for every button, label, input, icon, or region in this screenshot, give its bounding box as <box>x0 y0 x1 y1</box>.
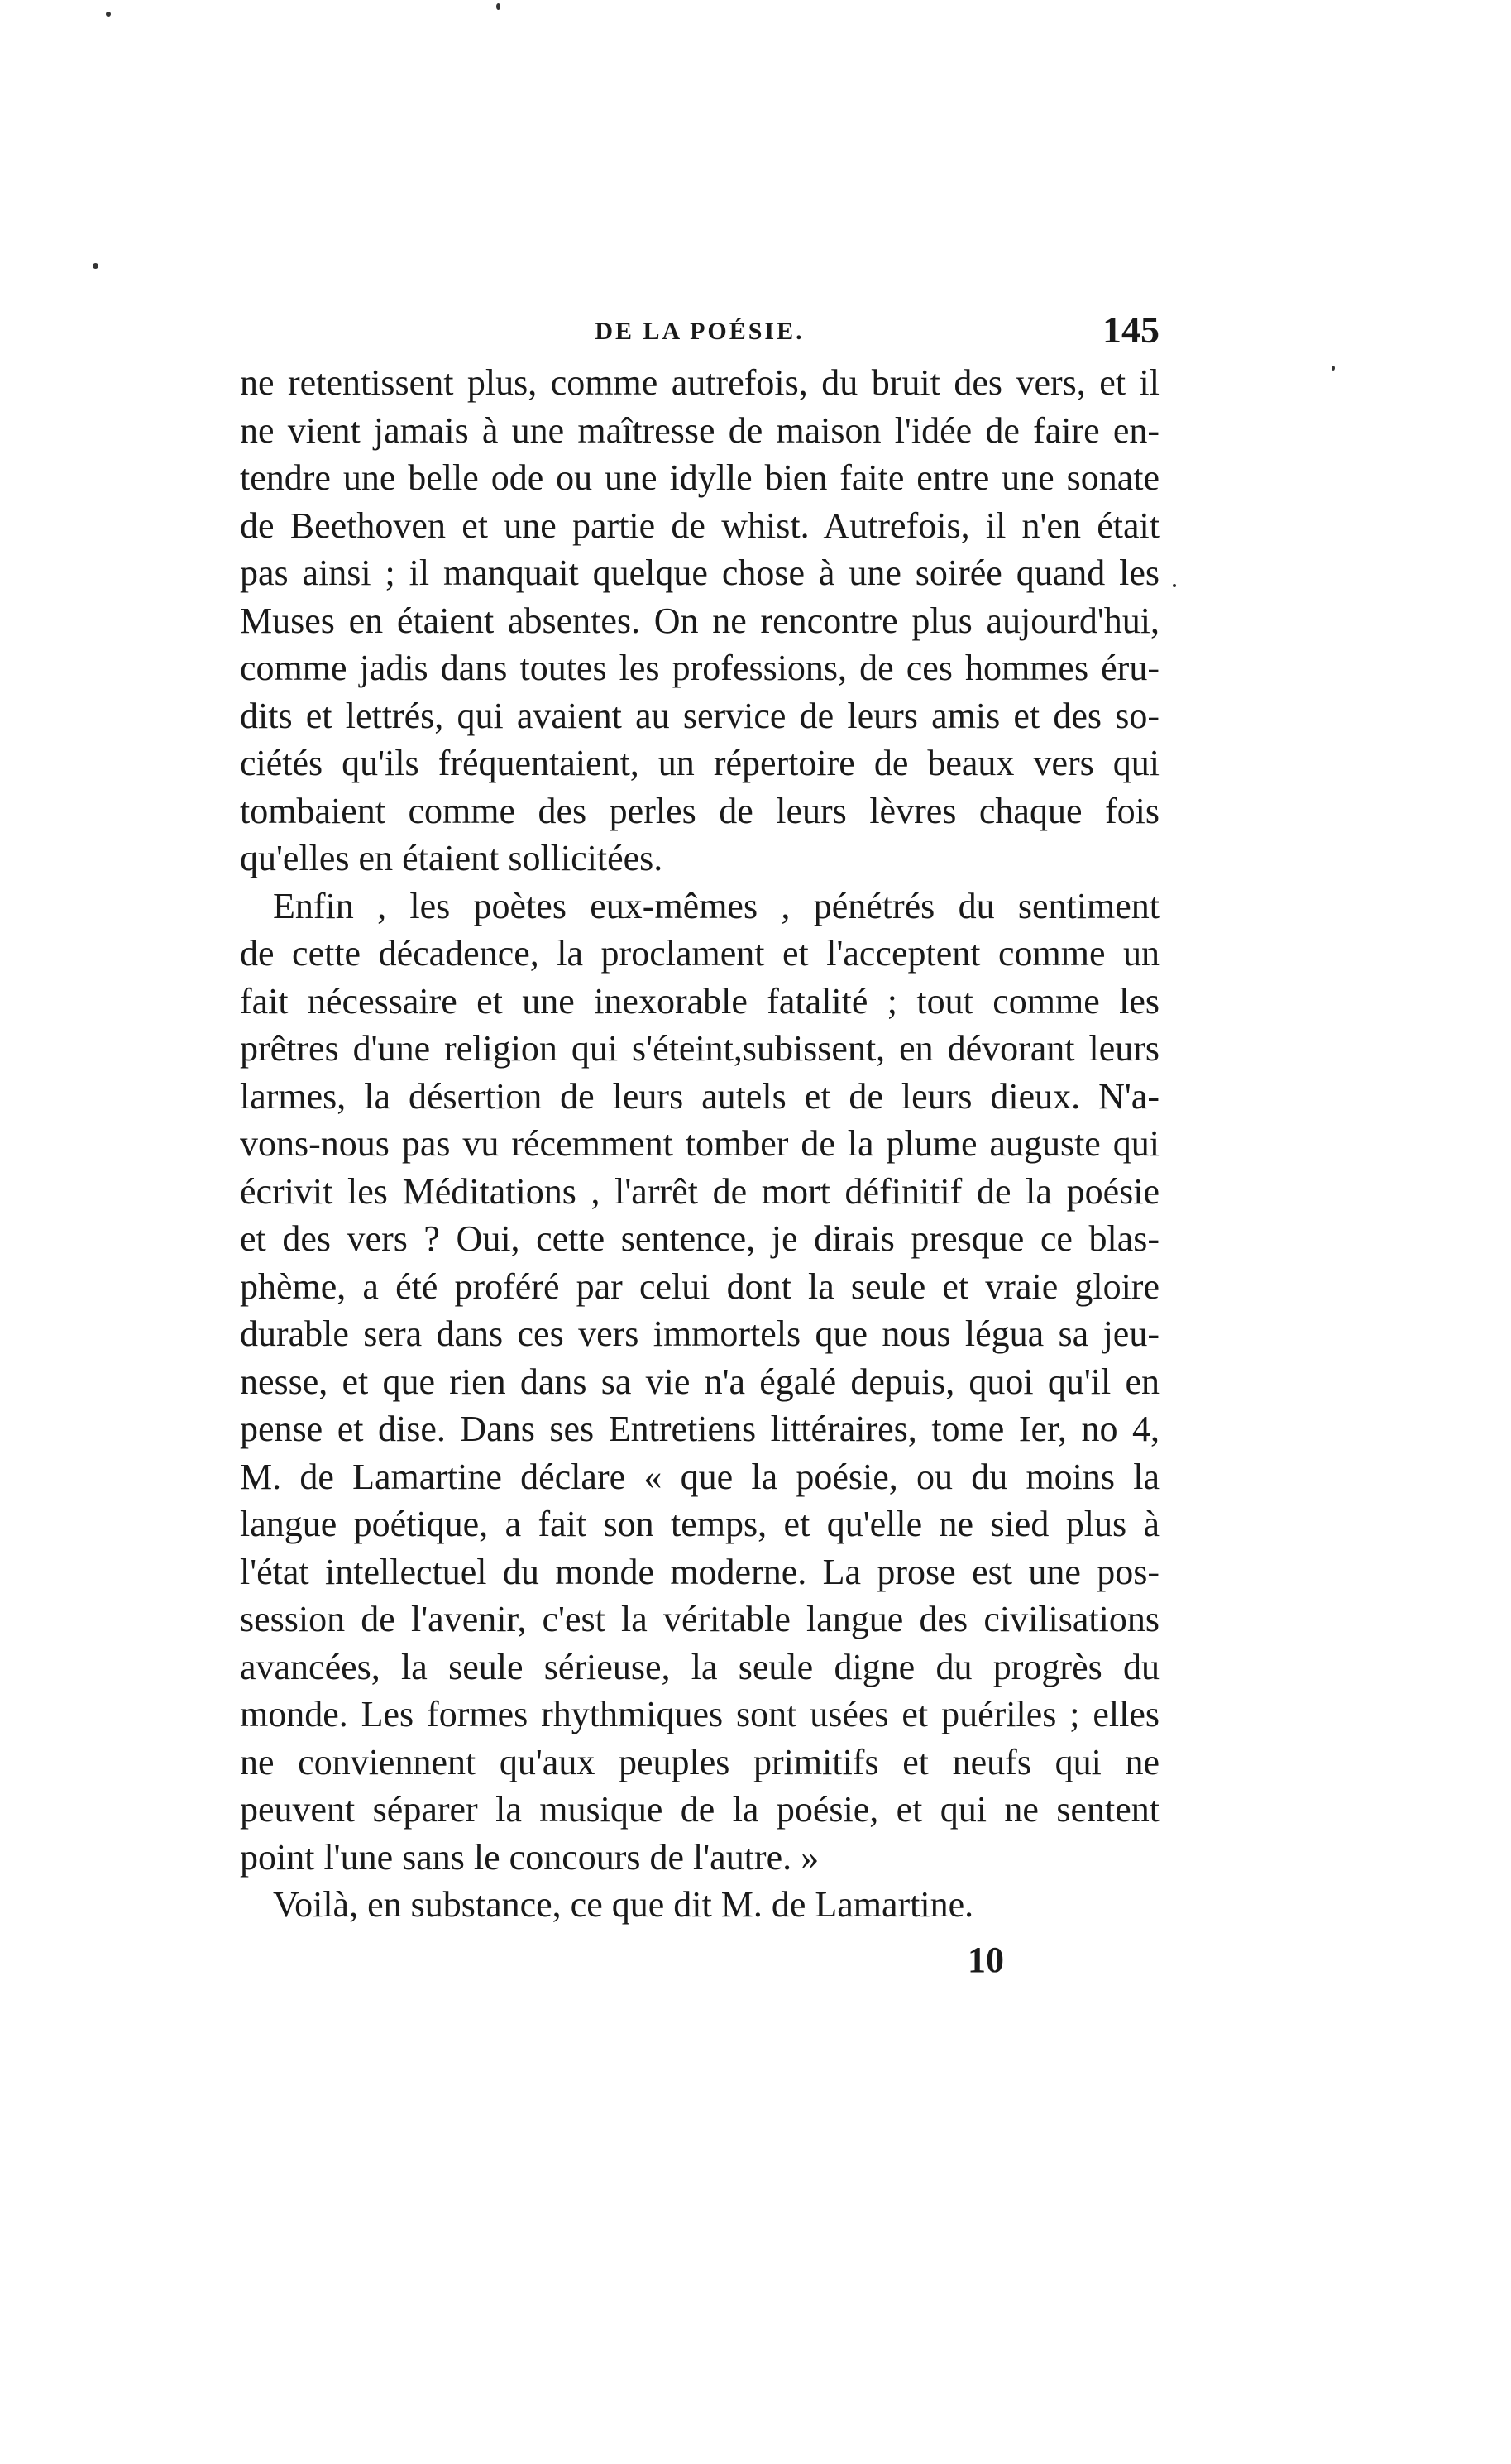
text-line: session de l'avenir, c'est la véritable langue des civilisations <box>240 1599 1160 1639</box>
body-text <box>240 359 1160 1929</box>
text-line: comme jadis dans toutes les professions, de ces hommes éru- <box>240 648 1160 688</box>
text-line: fait nécessaire et une inexorable fatalité ; tout comme les <box>240 980 1160 1021</box>
scan-speck <box>1173 584 1176 587</box>
text-line: larmes, la désertion de leurs autels et de leurs dieux. N'a- <box>240 1075 1160 1117</box>
text-line: et des vers ? Oui, cette sentence, je dirais presque ce blas- <box>240 1218 1160 1259</box>
text-line: ciétés qu'ils fréquentaient, un répertoire de beaux vers qui <box>240 743 1160 783</box>
scan-speck <box>93 263 98 269</box>
scan-speck <box>496 3 500 10</box>
text-line: de Beethoven et une partie de whist. Autrefois, il n'en était <box>240 505 1160 546</box>
text-line: ne conviennent qu'aux peuples primitifs et neufs qui ne <box>240 1741 1160 1782</box>
text-line: écrivit les Méditations , l'arrêt de mort définitif de la poésie <box>240 1170 1160 1212</box>
text-line: phème, a été proféré par celui dont la seule et vraie gloire <box>240 1265 1160 1307</box>
text-line: tombaient comme des perles de leurs lèvres chaque fois <box>240 790 1160 831</box>
scan-speck <box>1332 366 1335 371</box>
text-line: pense et dise. Dans ses Entretiens littéraires, tome Ier, no 4, <box>240 1409 1160 1449</box>
page-number: 145 <box>1102 309 1160 351</box>
text-line: qu'elles en étaient sollicitées. <box>240 838 663 878</box>
text-line: ne retentissent plus, comme autrefois, du bruit des vers, et il <box>240 362 1160 403</box>
text-line: de cette décadence, la proclament et l'acceptent comme un <box>240 933 1160 974</box>
text-line: Muses en étaient absentes. On ne rencontre plus aujourd'hui, <box>240 600 1160 641</box>
running-head <box>240 308 1160 357</box>
signature-mark: 10 <box>968 1940 1004 1980</box>
text-line: dits et lettrés, qui avaient au service de leurs amis et des so- <box>240 695 1160 736</box>
text-line: peuvent séparer la musique de la poésie, et qui ne sentent <box>240 1789 1160 1830</box>
text-line: Voilà, en substance, ce que dit M. de Lamartine. <box>273 1884 974 1925</box>
text-line: prêtres d'une religion qui s'éteint,subissent, en dévorant leurs <box>240 1028 1160 1069</box>
text-line: point l'une sans le concours de l'autre. » <box>240 1836 820 1878</box>
text-line: Enfin , les poètes eux-mêmes , pénétrés du sentiment <box>273 885 1160 926</box>
text-line: monde. Les formes rhythmiques sont usées et puériles ; elles <box>240 1694 1160 1734</box>
running-title: DE LA POÉSIE. <box>595 318 805 345</box>
text-line: l'état intellectuel du monde moderne. La prose est une pos- <box>240 1551 1160 1592</box>
text-line: vons-nous pas vu récemment tomber de la plume auguste qui <box>240 1123 1160 1164</box>
text-line: langue poétique, a fait son temps, et qu'elle ne sied plus à <box>240 1504 1160 1544</box>
text-line: avancées, la seule sérieuse, la seule digne du progrès du <box>240 1646 1160 1687</box>
text-line: M. de Lamartine déclare « que la poésie, ou du moins la <box>240 1456 1160 1497</box>
text-line: pas ainsi ; il manquait quelque chose à une soirée quand les <box>240 553 1160 593</box>
text-line: ne vient jamais à une maîtresse de maison l'idée de faire en- <box>240 409 1160 451</box>
text-line: tendre une belle ode ou une idylle bien faite entre une sonate <box>240 457 1160 498</box>
text-line: durable sera dans ces vers immortels que nous légua sa jeu- <box>240 1313 1160 1354</box>
text-line: nesse, et que rien dans sa vie n'a égalé depuis, quoi qu'il en <box>240 1361 1160 1402</box>
scan-speck <box>106 12 111 17</box>
